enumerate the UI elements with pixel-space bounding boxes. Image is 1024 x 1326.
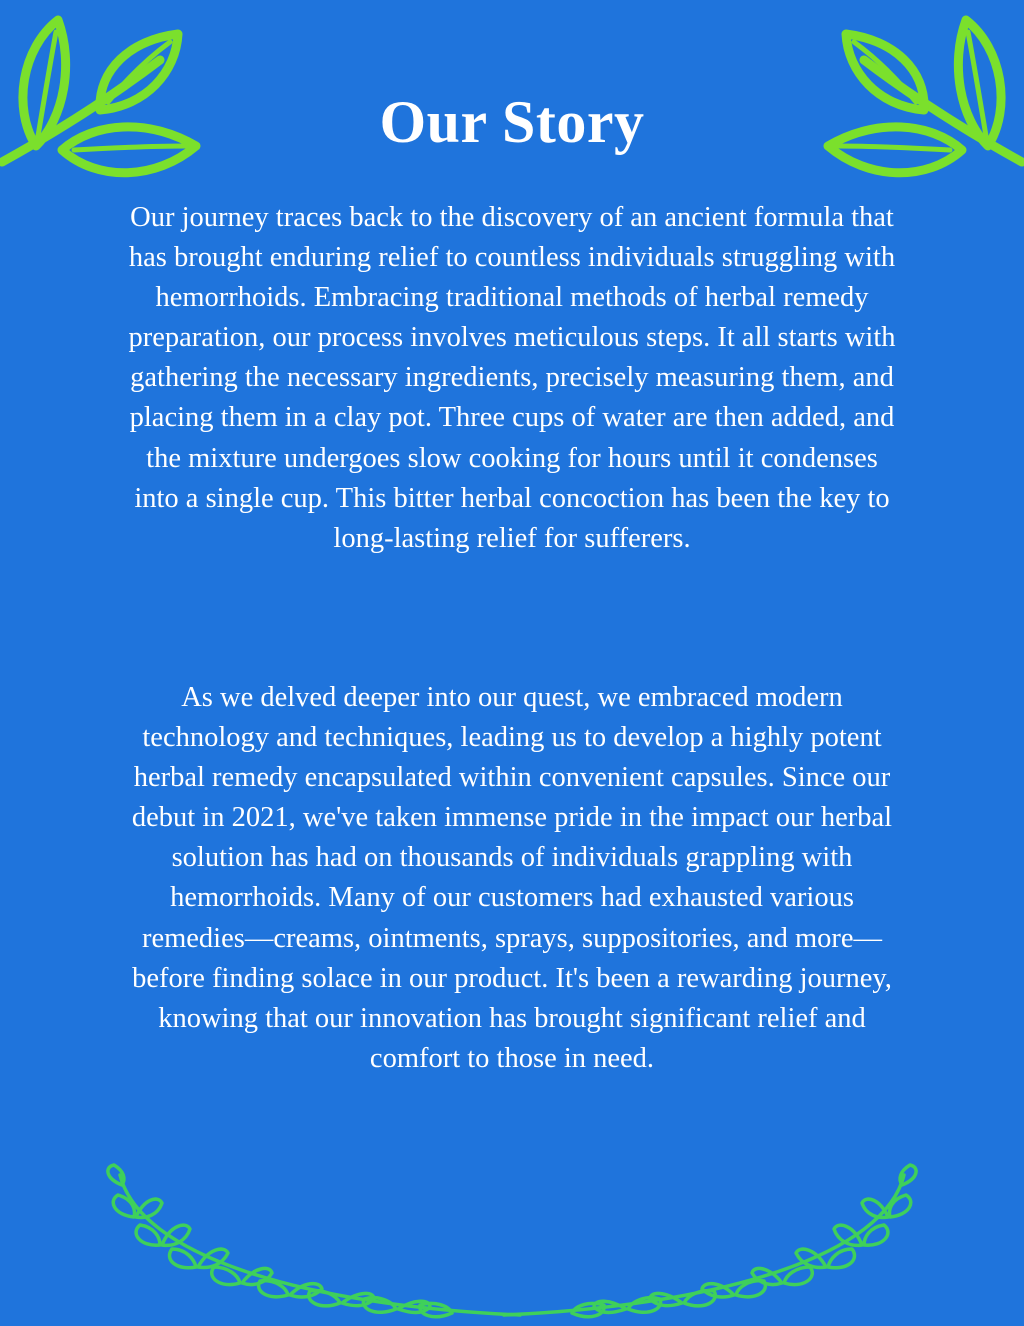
story-paragraph: As we delved deeper into our quest, we embraced modern technology and techniques, leading us to develop a highly potent herbal remedy encapsulated within convenient capsules. Since our debut in 2021, we've taken immense pride in the impact our herbal solution has had on thousands of individuals grappling with hemorrhoids. Many of our customers had exhausted various remedies—creams, ointments, sprays, suppositories, and more—before finding solace in our product. It's been a rewarding journey, knowing that our innovation has brought significant relief and comfort to those in need. — [131, 682, 893, 1074]
page-title: Our Story — [379, 89, 645, 155]
laurel-wreath-icon — [100, 1165, 924, 1326]
story-paragraph: Our journey traces back to the discovery of an ancient formula that has brought enduring relief to countless individuals struggling with hemorrhoids. Embracing traditional methods of herbal remedy preparation, our process involves meticulous steps. It all starts with gathering the necessary ingredients, precisely measuring them, and placing them in a clay pot. Three cups of water are then added, and the mixture undergoes slow cooking for hours until it condenses into a single cup. This bitter herbal concoction has been the key to long-lasting relief for sufferers. — [128, 202, 896, 554]
